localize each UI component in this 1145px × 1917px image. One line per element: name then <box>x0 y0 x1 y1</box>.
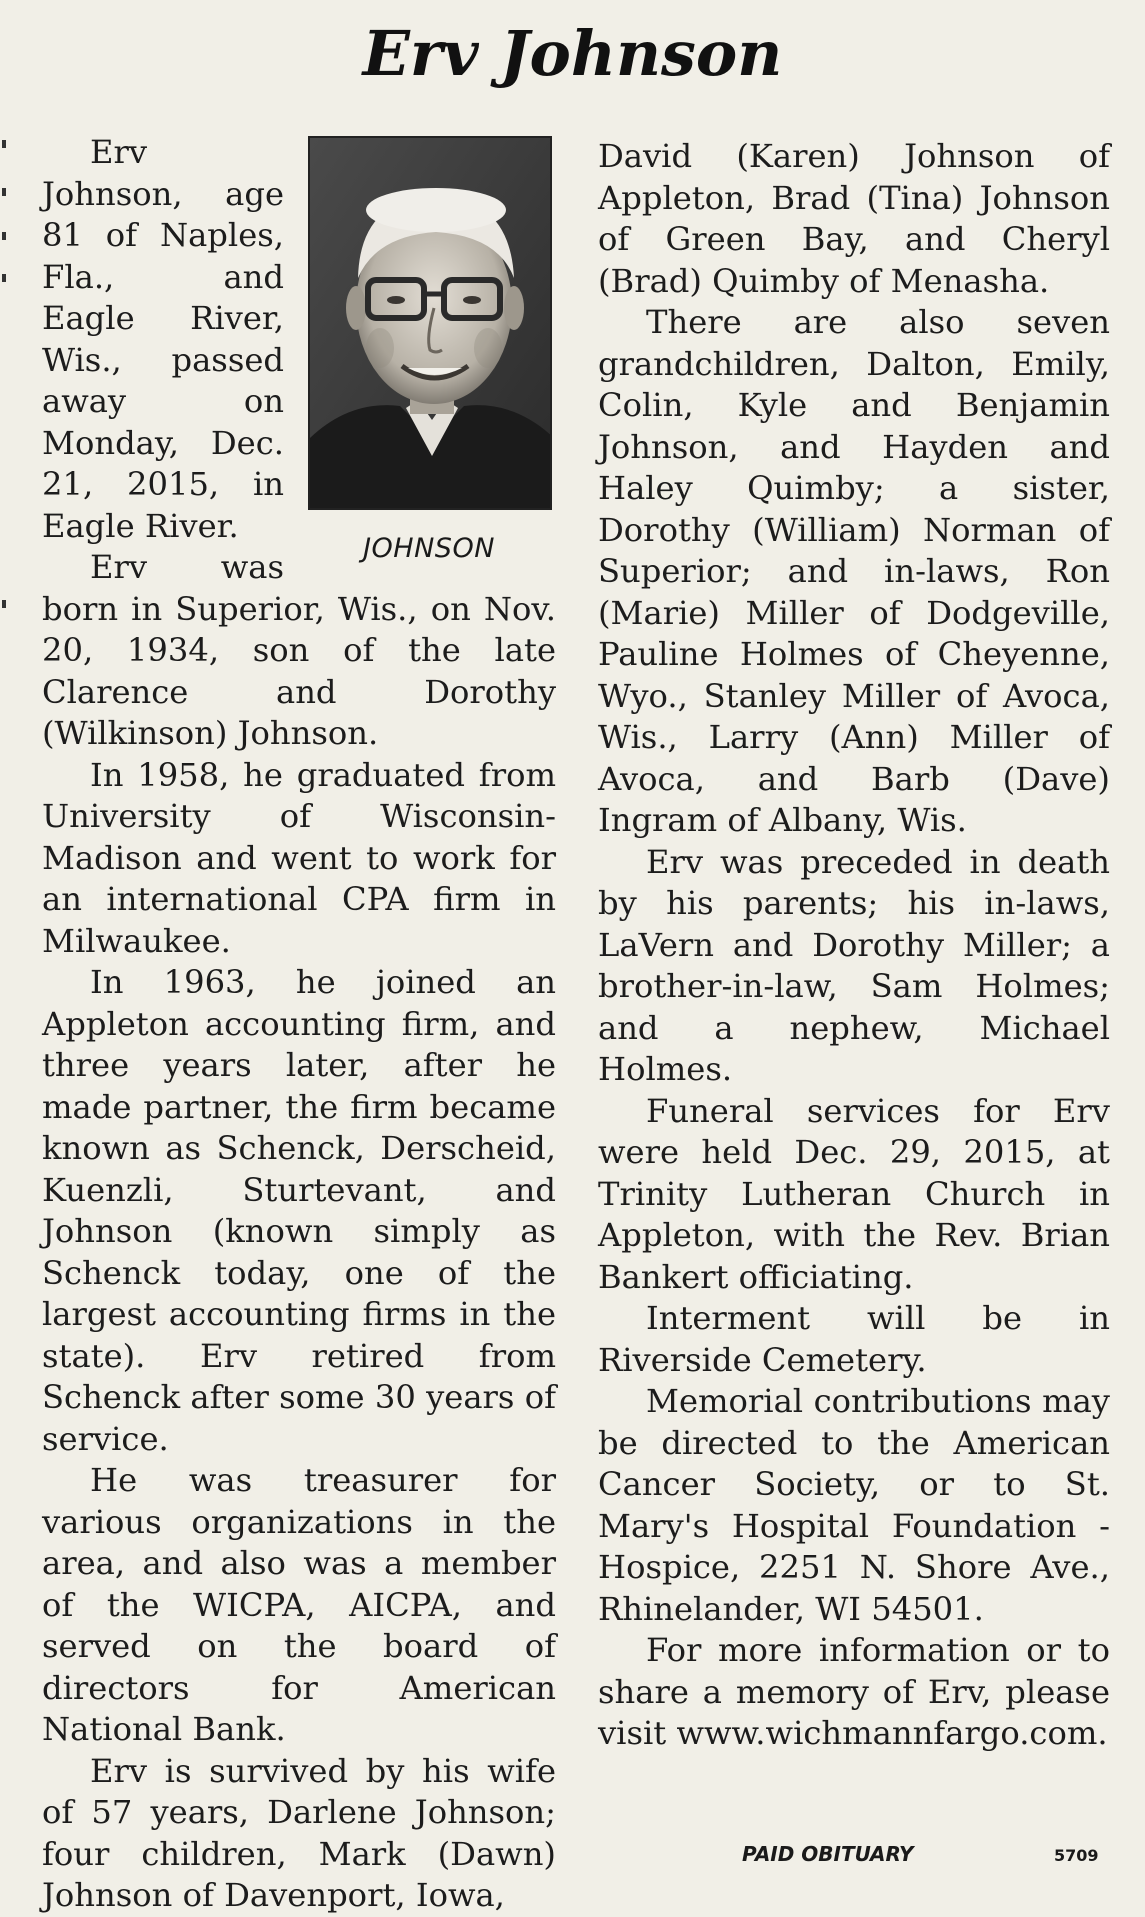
left-paragraph-3: In 1958, he graduated from University of Wisconsin-Madison and went to work for an international CPA firm in Milwaukee. <box>42 755 556 960</box>
paid-obituary-label: PAID OBITUARY <box>742 1842 914 1866</box>
left-paragraph-5: He was treasurer for various organizations in the area, and also was a member of the WICPA, AICPA, and served on the board of directors for American National Bank. <box>42 1461 556 1748</box>
left-paragraph-4: In 1963, he joined an Appleton accounting firm, and three years later, after he made partner, the firm became known as Schenck, Derscheid, Kuenzli, Sturtevant, and Johnson (known simply as Schenck today, one of the largest accounting firms in the state). Erv retired from Schenck after some 30 years of service. <box>42 963 556 1458</box>
right-paragraph-2: Erv was preceded in death by his parents; his in-laws, LaVern and Dorothy Miller; a brother-in-law, Sam Holmes; and a nephew, Michael Holmes. <box>598 842 1110 1088</box>
ad-number: 5709 <box>1054 1846 1099 1865</box>
right-paragraph-5: Memorial contributions may be directed to the American Cancer Society, or to St. Mary's Hospital Foundation - Hospice, 2251 N. Shore Ave., Rhinelander, WI 54501. <box>598 1382 1110 1628</box>
right-paragraph-1: There are also seven grandchildren, Dalton, Emily, Colin, Kyle and Benjamin Johnson, and Hayden and Haley Quimby; a sister, Dorothy (William) Norman of Superior; and in-laws, Ron (Marie) Miller of Dodgeville, Pauline Holmes of Cheyenne, Wyo., Stanley Miller of Avoca, Wis., Larry (Ann) Miller of Avoca, and Barb (Dave) Ingram of Albany, Wis. <box>598 303 1110 839</box>
left-paragraph-6: Erv is survived by his wife of 57 years, Darlene Johnson; four children, Mark (Dawn) Johnson of Davenport, Iowa, <box>42 1751 556 1914</box>
right-paragraph-6: For more information or to share a memory of Erv, please visit www.wichmannfargo.com. <box>598 1631 1110 1752</box>
scan-edge-marks <box>0 140 10 660</box>
right-column <box>598 136 1110 1755</box>
photo-caption: JOHNSON <box>363 533 495 564</box>
photo-block <box>302 136 556 566</box>
obituary-title: Erv Johnson <box>362 17 783 90</box>
portrait-image <box>310 138 552 510</box>
right-continuation: David (Karen) Johnson of Appleton, Brad (Tina) Johnson of Green Bay, and Cheryl (Brad) Quimby of Menasha. <box>598 137 1110 300</box>
left-column <box>42 132 556 1917</box>
right-paragraph-3: Funeral services for Erv were held Dec. 29, 2015, at Trinity Lutheran Church in Appleton, with the Rev. Brian Bankert officiating. <box>598 1091 1110 1296</box>
left-paragraph-2: Erv was born in Superior, Wis., on Nov. 20, 1934, son of the late Clarence and Dorothy (Wilkinson) Johnson. <box>42 548 556 752</box>
right-paragraph-4: Interment will be in Riverside Cemetery. <box>598 1299 1110 1379</box>
portrait-photo <box>308 136 552 510</box>
left-paragraph-1: Erv Johnson, age 81 of Naples, Fla., and Eagle River, Wis., passed away on Monday, Dec. 21, 2015, in Eagle River. <box>42 133 284 545</box>
